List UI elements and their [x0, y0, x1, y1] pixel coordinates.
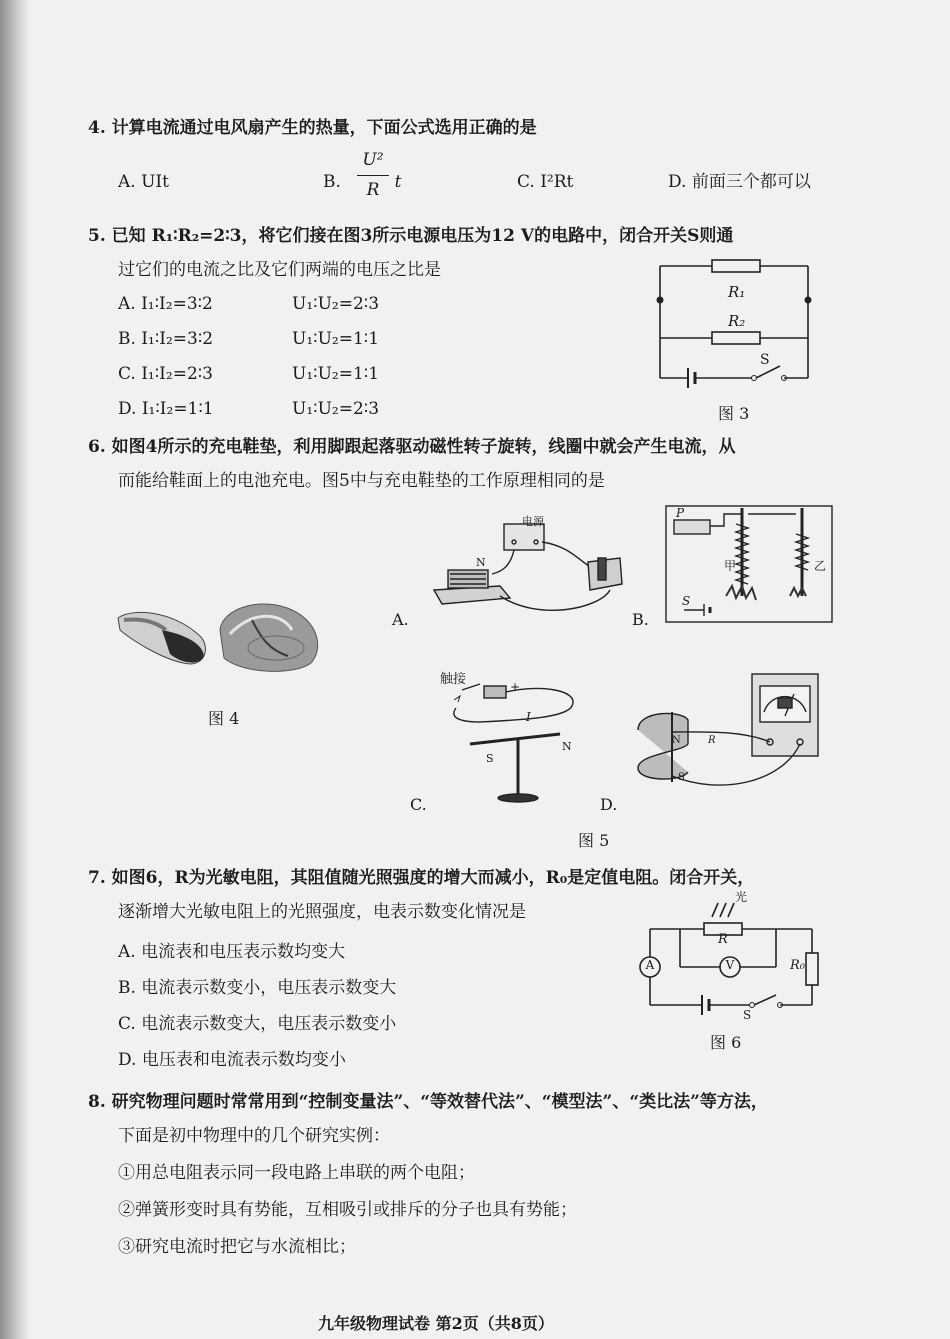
q5-option-b-voltage: U₁∶U₂=1∶1: [292, 329, 380, 349]
option-d-s-label: S: [678, 772, 685, 783]
fig6-caption: 图 6: [710, 1033, 742, 1052]
option-c-s-label: S: [486, 752, 494, 765]
option-d-n-label: N: [672, 735, 681, 746]
q7-stem-line2: 逐渐增大光敏电阻上的光照强度，电表示数变化情况是: [118, 902, 526, 922]
q4-fraction-denominator: R: [366, 180, 380, 200]
q4-option-c: C. I²Rt: [517, 172, 574, 192]
q5-option-a-voltage: U₁∶U₂=2∶3: [292, 294, 380, 314]
q4-fraction-t: t: [394, 172, 402, 192]
option-c-n-label: N: [562, 740, 572, 753]
q5-stem-line1: 5. 已知 R₁∶R₂=2∶3，将它们接在图3所示电源电压为12 V的电路中，闭合开关S则通: [88, 226, 734, 246]
fig3-switch-label: S: [760, 352, 770, 368]
q5-option-c-current: C. I₁∶I₂=2∶3: [118, 364, 213, 384]
q8-item-1: ①用总电阻表示同一段电路上串联的两个电阻；: [118, 1163, 475, 1183]
option-b-yi-label: 乙: [814, 559, 827, 573]
q6-stem-line1: 6. 如图4所示的充电鞋垫，利用脚跟起落驱动磁性转子旋转，线圈中就会产生电流，从: [88, 437, 736, 457]
fig3-r1-label: R₁: [728, 283, 746, 301]
fig6-light-label: 光: [735, 890, 748, 904]
q5-stem-line2: 过它们的电流之比及它们两端的电压之比是: [118, 260, 441, 280]
option-c-label: C.: [410, 795, 427, 814]
q5-option-b-current: B. I₁∶I₂=3∶2: [118, 329, 214, 349]
option-a-source-label: 电源: [522, 515, 544, 528]
page-footer: 九年级物理试卷 第2页（共8页）: [318, 1314, 554, 1333]
q4-fraction-bar: [357, 175, 389, 176]
option-b-p-label: P: [676, 506, 685, 520]
figure-6-circuit: [640, 893, 825, 1018]
q7-stem-line1: 7. 如图6，R为光敏电阻，其阻值随光照强度的增大而减小，R₀是定值电阻。闭合开关，: [88, 868, 755, 888]
q4-stem: 4. 计算电流通过电风扇产生的热量，下面公式选用正确的是: [88, 118, 537, 138]
option-a-label: A.: [392, 610, 409, 629]
q5-option-a-current: A. I₁∶I₂=3∶2: [118, 294, 213, 314]
fig6-switch-label: S: [743, 1008, 752, 1022]
q7-option-b: B. 电流表示数变小，电压表示数变大: [118, 978, 397, 998]
fig4-caption: 图 4: [208, 709, 240, 728]
fig6-r-label: R: [718, 932, 728, 947]
q5-option-d-current: D. I₁∶I₂=1∶1: [118, 399, 214, 419]
scan-edge-shadow: [0, 0, 30, 1339]
option-b-jia-label: 甲: [724, 559, 737, 573]
figure-4-charging-insole-image: [112, 590, 327, 680]
q8-stem-line1: 8. 研究物理问题时常常用到“控制变量法”、“等效替代法”、“模型法”、“类比法”等方法，: [88, 1092, 768, 1112]
q8-item-3: ③研究电流时把它与水流相比；: [118, 1237, 356, 1257]
q5-option-d-voltage: U₁∶U₂=2∶3: [292, 399, 380, 419]
q7-option-c: C. 电流表示数变大，电压表示数变小: [118, 1014, 397, 1034]
q8-item-2: ②弹簧形变时具有势能，互相吸引或排斥的分子也具有势能；: [118, 1200, 577, 1220]
fig5-caption: 图 5: [578, 831, 610, 850]
fig3-r2-label: R₂: [728, 312, 746, 330]
option-d-r-label: R: [708, 735, 716, 746]
q7-option-a: A. 电流表和电压表示数均变大: [118, 942, 346, 962]
fig6-voltmeter-label: V: [725, 958, 735, 972]
fig6-ammeter-label: A: [645, 958, 655, 972]
q4-option-a: A. UIt: [118, 172, 169, 192]
q8-stem-line2: 下面是初中物理中的几个研究实例：: [118, 1126, 390, 1146]
option-d-label: D.: [600, 795, 618, 814]
q5-option-c-voltage: U₁∶U₂=1∶1: [292, 364, 380, 384]
fig3-caption: 图 3: [718, 404, 750, 423]
option-c-plus-label: +: [510, 680, 521, 694]
option-c-current-label: I: [526, 710, 531, 724]
q7-option-d: D. 电压表和电流表示数均变小: [118, 1050, 346, 1070]
q4-option-d: D. 前面三个都可以: [668, 172, 811, 192]
fig6-r0-label: R₀: [790, 958, 805, 973]
q4-option-b-label: B.: [323, 172, 341, 192]
option-b-s-label: S: [682, 594, 691, 608]
option-c-touch-label: 触接: [440, 672, 467, 687]
q4-fraction-numerator: U²: [362, 150, 384, 170]
q6-stem-line2: 而能给鞋面上的电池充电。图5中与充电鞋垫的工作原理相同的是: [118, 471, 605, 491]
option-a-n-label: N: [476, 556, 486, 569]
option-d-generator-galvanometer: [632, 672, 832, 800]
option-b-label: B.: [632, 610, 649, 629]
